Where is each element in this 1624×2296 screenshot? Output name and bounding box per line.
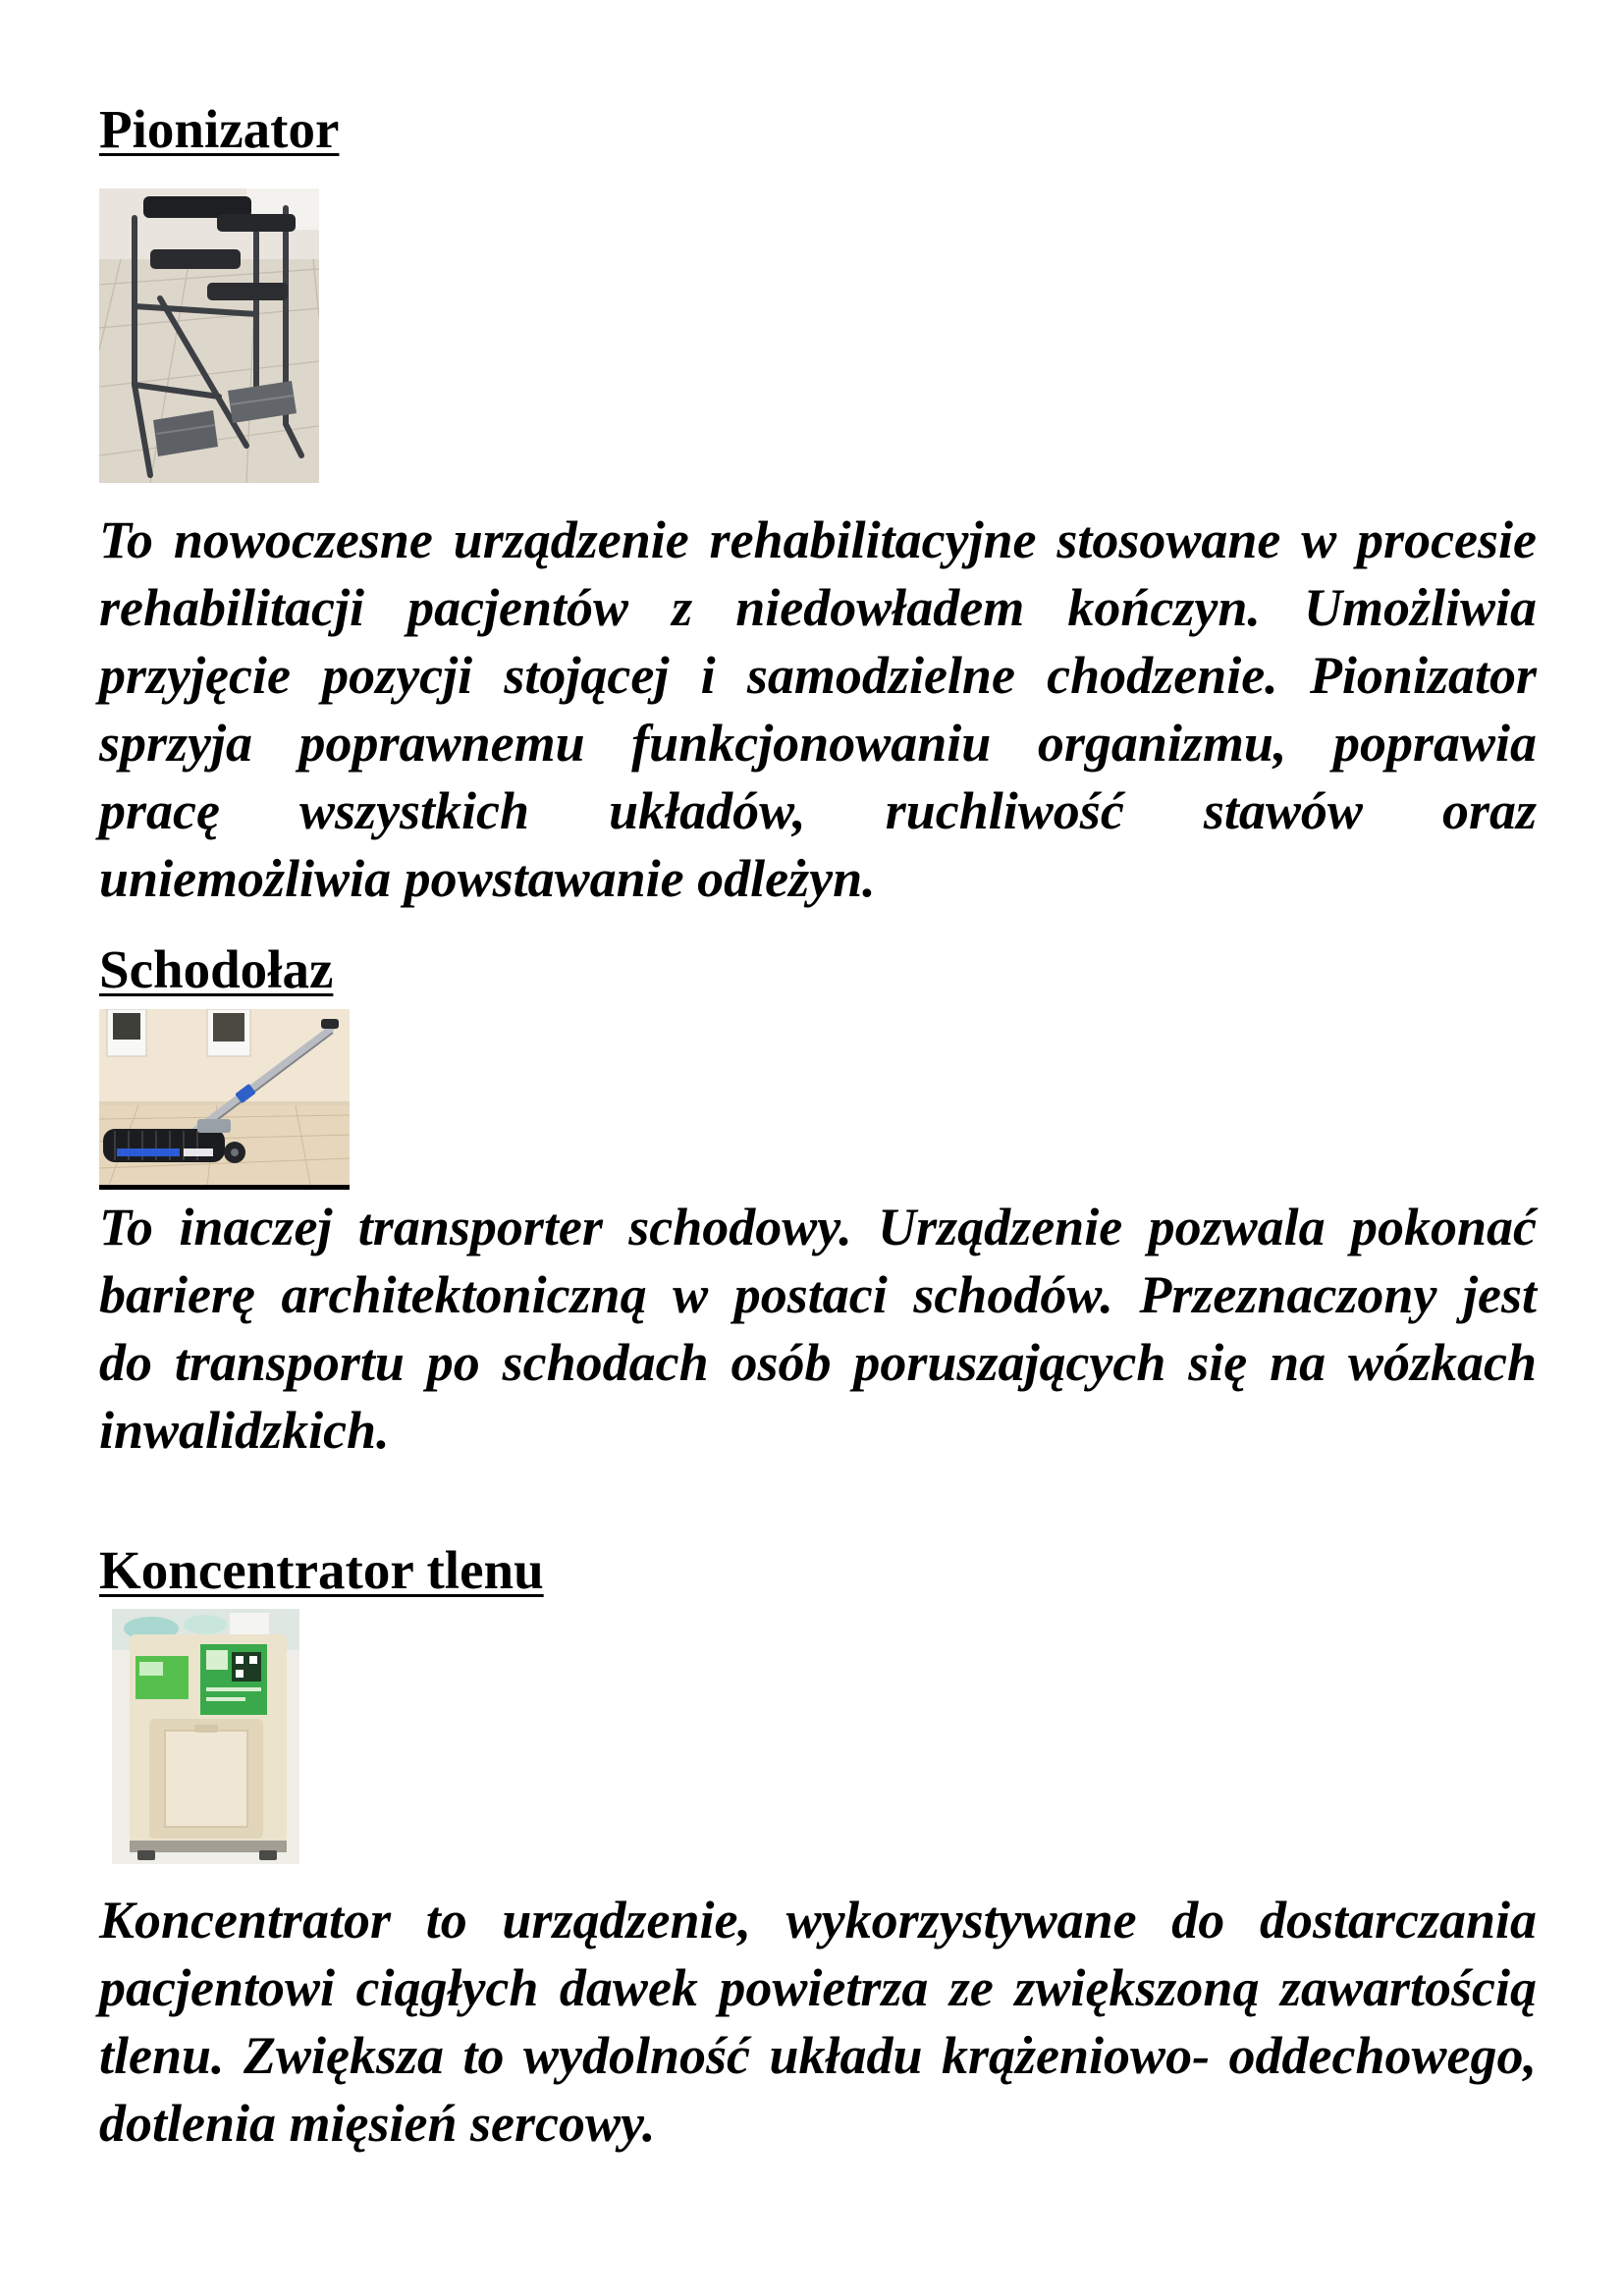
paragraph-line: sprzyja poprawnemu funkcjonowaniu organizmu, poprawia [99,714,1537,773]
paragraph-line: inwalidzkich. [99,1401,390,1460]
heading-koncentrator: Koncentrator tlenu [99,1540,544,1600]
paragraph-koncentrator [99,1887,1537,2158]
paragraph-line: przyjęcie pozycji stojącej i samodzielne chodzenie. Pionizator [99,646,1537,705]
paragraph-line: Koncentrator to urządzenie, wykorzystywane do dostarczania [99,1891,1537,1949]
schodolaz-photo [99,1009,350,1185]
paragraph-schodolaz [99,1194,1537,1465]
paragraph-line: barierę architektoniczną w postaci schodów. Przeznaczony jest [99,1265,1537,1324]
paragraph-line: To nowoczesne urządzenie rehabilitacyjne stosowane w procesie [99,510,1537,569]
paragraph-line: tlenu. Zwiększa to wydolność układu krążeniowo- oddechowego, [99,2026,1537,2085]
paragraph-line: rehabilitacji pacjentów z niedowładem kończyn. Umożliwia [99,578,1537,637]
pionizator-photo [99,188,319,483]
koncentrator-photo [112,1609,299,1864]
paragraph-line: uniemożliwia powstawanie odleżyn. [99,849,876,908]
paragraph-pionizator [99,507,1537,913]
image-underline [99,1185,350,1190]
paragraph-line: dotlenia mięsień sercowy. [99,2094,656,2153]
paragraph-line: To inaczej transporter schodowy. Urządzenie pozwala pokonać [99,1198,1537,1256]
paragraph-line: pacjentowi ciągłych dawek powietrza ze zwiększoną zawartością [99,1958,1537,2017]
paragraph-line: do transportu po schodach osób poruszających się na wózkach [99,1333,1537,1392]
heading-pionizator: Pionizator [99,99,340,159]
paragraph-line: pracę wszystkich układów, ruchliwość stawów oraz [99,781,1537,840]
heading-schodolaz: Schodołaz [99,939,334,999]
